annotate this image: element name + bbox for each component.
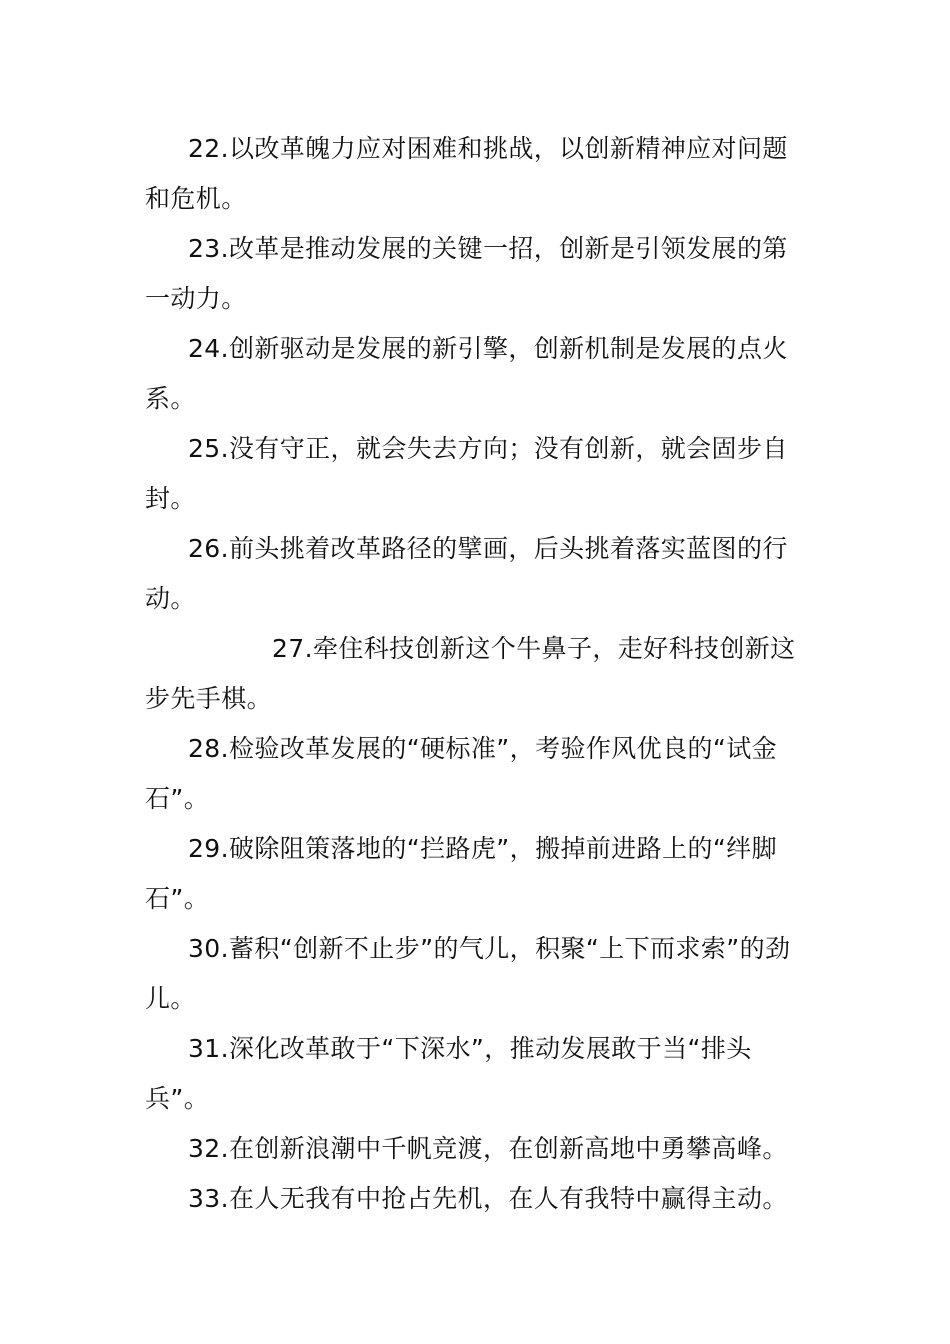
list-item: 22.以改革魄力应对困难和挑战，以创新精神应对问题和危机。 <box>145 134 788 213</box>
list-item: 26.前头挑着改革路径的擘画，后头挑着落实蓝图的行动。 <box>145 534 788 613</box>
list-item: 30.蓄积“创新不止步”的气儿，积聚“上下而求索”的劲儿。 <box>145 934 791 1013</box>
list-item: 33.在人无我有中抢占先机，在人有我特中赢得主动。 <box>188 1184 788 1213</box>
list-item: 32.在创新浪潮中千帆竞渡，在创新高地中勇攀高峰。 <box>188 1134 788 1163</box>
list-item: 25.没有守正，就会失去方向；没有创新，就会固步自封。 <box>145 434 788 513</box>
list-item: 24.创新驱动是发展的新引擎，创新机制是发展的点火系。 <box>145 334 788 413</box>
list-item: 27.牵住科技创新这个牛鼻子，走好科技创新这步先手棋。 <box>145 634 796 713</box>
list-item: 28.检验改革发展的“硬标准”，考验作风优良的“试金石”。 <box>145 734 778 813</box>
list-item: 29.破除阻策落地的“拦路虎”，搬掉前进路上的“绊脚石”。 <box>145 834 778 913</box>
list-item: 31.深化改革敢于“下深水”，推动发展敢于当“排头兵”。 <box>145 1034 752 1113</box>
list-item: 23.改革是推动发展的关键一招，创新是引领发展的第一动力。 <box>145 234 788 313</box>
slogan-list <box>145 124 810 1224</box>
